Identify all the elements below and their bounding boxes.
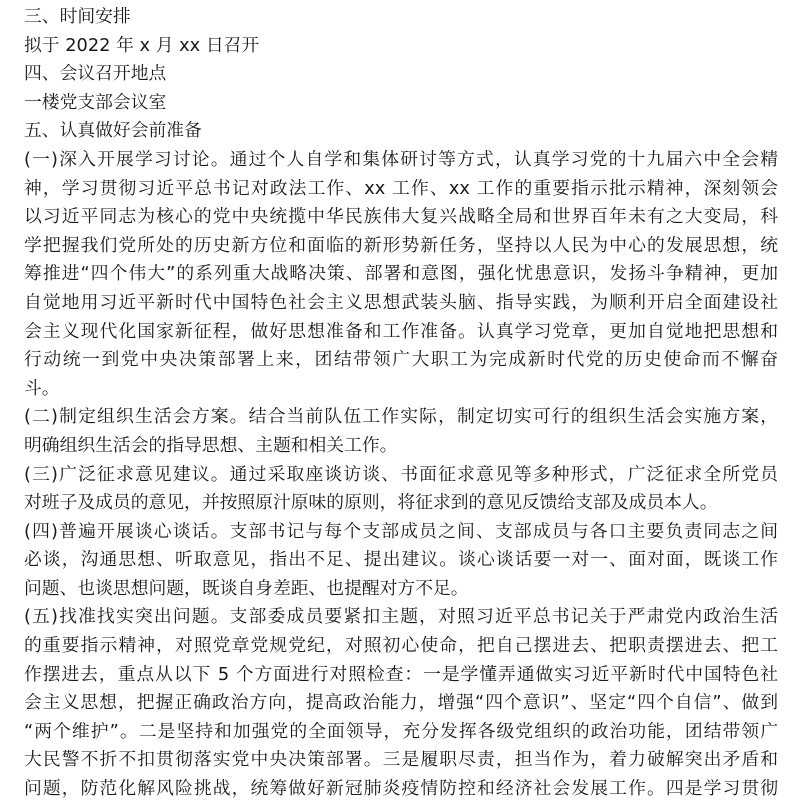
document-line: 四、会议召开地点 bbox=[24, 63, 167, 85]
document-line: 必谈，沟通思想、听取意见，指出不足、提出建议。谈心谈话要一对一、面对面，既谈工作 bbox=[24, 549, 778, 571]
document-line: 问题、也谈思想问题，既谈自身差距、也提醒对方不足。 bbox=[24, 577, 469, 599]
document-line: 作摆进去，重点从以下 5 个方面进行对照检查：一是学懂弄通做实习近平新时代中国特色社 bbox=[24, 663, 778, 685]
document-line: 明确组织生活会的指导思想、主题和相关工作。 bbox=[24, 434, 398, 456]
document-line: 筹推进“四个伟大”的系列重大战略决策、部署和意图，强化忧患意识，发扬斗争精神，更加 bbox=[24, 263, 778, 285]
document-line: 大民警不折不扣贯彻落实党中央决策部署。三是履职尽责，担当作为，着力破解突出矛盾和 bbox=[24, 749, 778, 771]
document-line: 神，学习贯彻习近平总书记对政法工作、xx 工作、xx 工作的重要指示批示精神，深刻领会 bbox=[24, 177, 778, 199]
document-line: 以习近平同志为核心的党中央统揽中华民族伟大复兴战略全局和世界百年未有之大变局，科 bbox=[24, 206, 778, 228]
document-line: 问题，防范化解风险挑战，统筹做好新冠肺炎疫情防控和经济社会发展工作。四是学习贯彻 bbox=[24, 778, 778, 800]
document-line: 对班子及成员的意见，并按照原汁原味的原则，将征求到的意见反馈给支部及成员本人。 bbox=[24, 492, 718, 514]
document-line: 拟于 2022 年 x 月 xx 日召开 bbox=[24, 34, 260, 56]
document-line: 学把握我们党所处的历史新方位和面临的新形势新任务，坚持以人民为中心的发展思想，统 bbox=[24, 234, 778, 256]
document-line: 斗。 bbox=[24, 377, 60, 399]
document-line: (四)普遍开展谈心谈话。支部书记与每个支部成员之间、支部成员与各口主要负责同志之间 bbox=[24, 520, 778, 542]
document-line: “两个维护”。二是坚持和加强党的全面领导，充分发挥各级党组织的政治功能，团结带领广 bbox=[24, 720, 778, 742]
document-line: 会主义现代化国家新征程，做好思想准备和工作准备。认真学习党章，更加自觉地把思想和 bbox=[24, 320, 778, 342]
document-line: 一楼党支部会议室 bbox=[24, 91, 167, 113]
document-line: 三、时间安排 bbox=[24, 6, 131, 27]
document-line: 自觉地用习近平新时代中国特色社会主义思想武装头脑、指导实践，为顺利开启全面建设社 bbox=[24, 291, 778, 313]
document-line: (三)广泛征求意见建议。通过采取座谈访谈、书面征求意见等多种形式，广泛征求全所党员 bbox=[24, 463, 778, 485]
document-line: 五、认真做好会前准备 bbox=[24, 120, 202, 142]
document-body bbox=[24, 3, 778, 800]
document-line: 的重要指示精神，对照党章党规党纪，对照初心使命，把自己摆进去、把职责摆进去、把工 bbox=[24, 635, 778, 657]
document-line: 会主义思想，把握正确政治方向，提高政治能力，增强“四个意识”、坚定“四个自信”、做到 bbox=[24, 692, 778, 714]
document-line: (一)深入开展学习讨论。通过个人自学和集体研讨等方式，认真学习党的十九届六中全会精 bbox=[24, 148, 778, 170]
document-line: (二)制定组织生活会方案。结合当前队伍工作实际，制定切实可行的组织生活会实施方案， bbox=[24, 406, 778, 428]
document-line: 行动统一到党中央决策部署上来，团结带领广大职工为完成新时代党的历史使命而不懈奋 bbox=[24, 349, 778, 371]
document-line: (五)找准找实突出问题。支部委成员要紧扣主题，对照习近平总书记关于严肃党内政治生活 bbox=[24, 606, 778, 628]
